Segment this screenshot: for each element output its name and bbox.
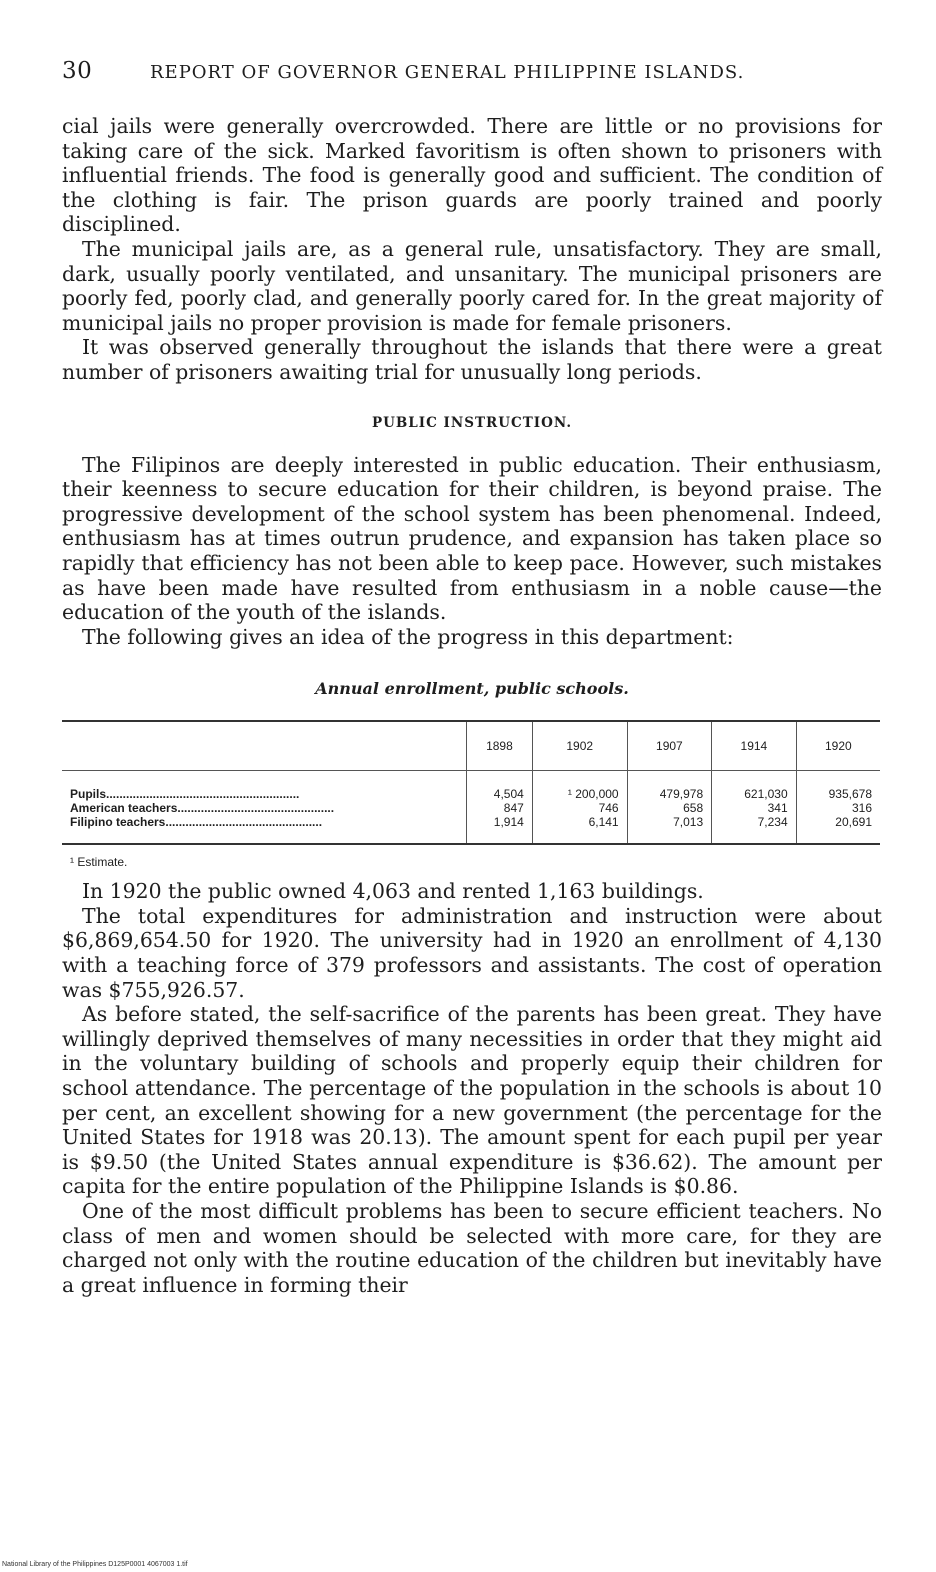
table-cell: 746 xyxy=(532,801,627,815)
table-cell: ¹ 200,000 xyxy=(532,771,627,802)
column-header: 1907 xyxy=(627,721,712,771)
row-label: American teachers............................................... xyxy=(70,801,335,816)
table-row xyxy=(62,815,880,844)
table-row xyxy=(62,801,880,815)
row-label: Pupils.......................................................... xyxy=(70,787,300,802)
page-number: 30 xyxy=(62,58,93,84)
enrollment-table xyxy=(62,720,880,845)
column-header: 1920 xyxy=(796,721,880,771)
paragraph: One of the most difficult problems has been to secure efficient teachers. No class of men and women should be selected with more care, for they are charged not only with the routine education of the children but inevitably have a great influence in forming their xyxy=(62,1199,882,1297)
table-header-row xyxy=(62,721,880,771)
paragraph: The total expenditures for administration and instruction were about $6,869,654.50 for 1920. The university had in 1920 an enrollment of 4,130 with a teaching force of 379 professors and assistants. The cost of operation was $755,926.57. xyxy=(62,903,882,1002)
paragraph: The following gives an idea of the progress in this department: xyxy=(82,624,734,649)
table-header-blank xyxy=(62,721,467,771)
table-cell: 479,978 xyxy=(627,771,712,802)
paragraph: In 1920 the public owned 4,063 and rented 1,163 buildings. xyxy=(82,879,704,904)
table-row xyxy=(62,771,880,802)
table-cell: 4,504 xyxy=(467,771,533,802)
paragraph: cial jails were generally overcrowded. There are little or no provisions for taking care of the sick. Marked favoritism is often shown to prisoners with influential friends. The food is generally good and sufficient. The condition of the clothing is fair. The prison guards are poorly trained and poorly disciplined. xyxy=(62,114,882,237)
paragraph: The Filipinos are deeply interested in public education. Their enthusiasm, their keenness to secure education for their children, is beyond praise. The progressive development of the school system has been phenomenal. Indeed, enthusiasm has at times outrun prudence, and expansion has taken place so rapidly that efficiency has not been able to keep pace. However, such mistakes as have been made have resulted from enthusiasm in a noble cause—the education of the youth of the islands. xyxy=(62,452,882,625)
paragraph: It was observed generally throughout the islands that there were a great number of prisoners awaiting trial for unusually long periods. xyxy=(62,335,882,384)
table-cell: 658 xyxy=(627,801,712,815)
table-cell: 341 xyxy=(712,801,797,815)
column-header: 1898 xyxy=(467,721,533,771)
scan-footer: National Library of the Philippines D125P0001 4067003 1.tif xyxy=(2,1561,188,1568)
table-footnote: ¹ Estimate. xyxy=(70,855,128,870)
table-cell: 20,691 xyxy=(796,815,880,844)
table-cell: 621,030 xyxy=(712,771,797,802)
column-header: 1902 xyxy=(532,721,627,771)
running-header xyxy=(62,58,882,84)
table-cell: 847 xyxy=(467,801,533,815)
paragraph: The municipal jails are, as a general rule, unsatisfactory. They are small, dark, usually poorly ventilated, and unsanitary. The municipal prisoners are poorly fed, poorly clad, and generally poorly cared for. In the great majority of municipal jails no proper provision is made for female prisoners. xyxy=(62,236,882,335)
table-caption: Annual enrollment, public schools. xyxy=(315,679,629,699)
table-cell: 316 xyxy=(796,801,880,815)
paragraph: As before stated, the self-sacrifice of the parents has been great. They have willingly deprived themselves of many necessities in order that they might aid in the voluntary building of schools and properly equip their children for school attendance. The percentage of the population in the schools is about 10 per cent, an excellent showing for a new government (the percentage for the United States for 1918 was 20.13). The amount spent for each pupil per year is $9.50 (the United States annual expenditure is $36.62). The amount per capita for the entire population of the Philippine Islands is $0.86. xyxy=(62,1002,882,1199)
table-cell: 1,914 xyxy=(467,815,533,844)
section-heading: PUBLIC INSTRUCTION. xyxy=(371,414,573,431)
document-page xyxy=(62,58,882,1297)
column-header: 1914 xyxy=(712,721,797,771)
row-label: Filipino teachers............................................... xyxy=(70,815,323,830)
table-cell: 7,234 xyxy=(712,815,797,844)
table-cell: 935,678 xyxy=(796,771,880,802)
table-cell: 7,013 xyxy=(627,815,712,844)
running-title: REPORT OF GOVERNOR GENERAL PHILIPPINE ISLANDS. xyxy=(150,62,745,83)
table-cell: 6,141 xyxy=(532,815,627,844)
